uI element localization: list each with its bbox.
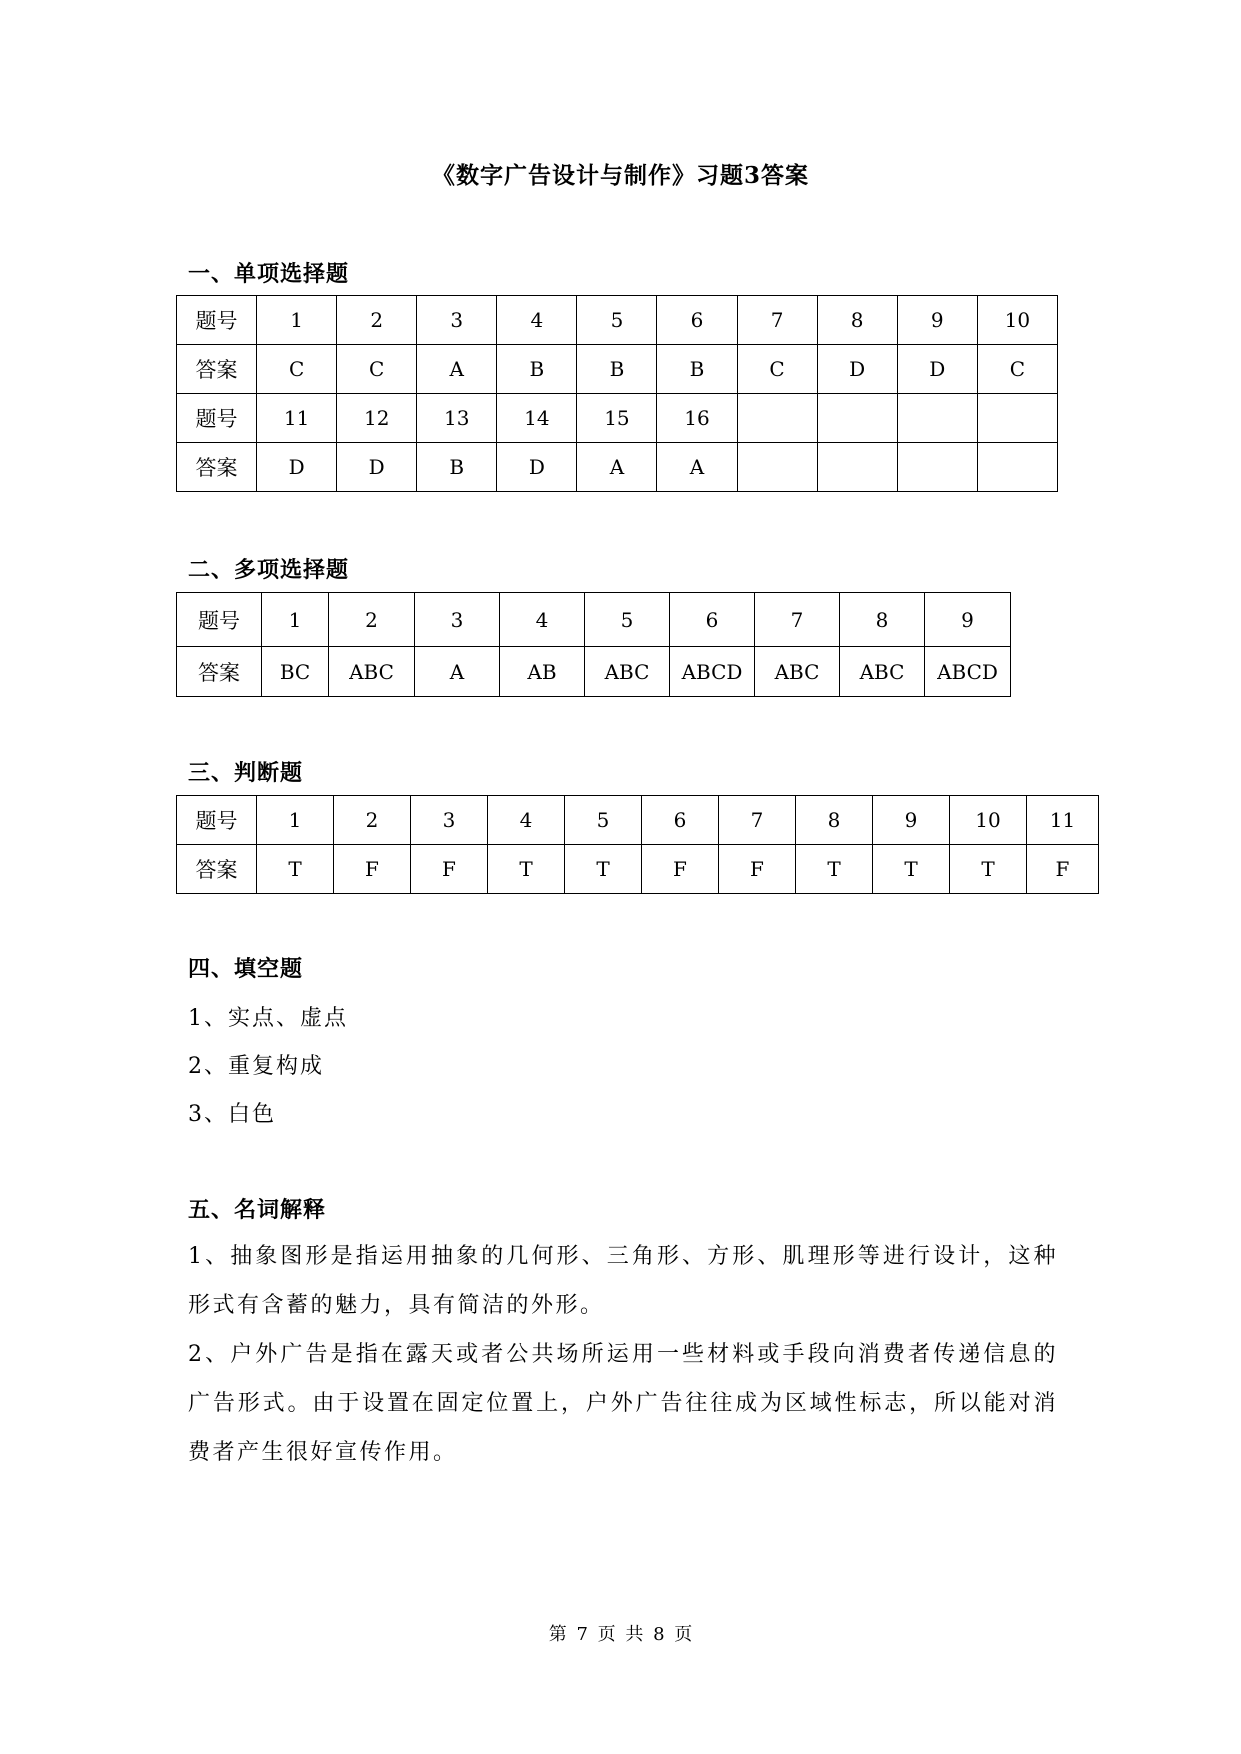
table-cell: 8 <box>840 593 925 647</box>
table-cell: ABC <box>585 647 670 697</box>
table-cell: 9 <box>925 593 1011 647</box>
row-label: 题号 <box>177 593 262 647</box>
row-label: 题号 <box>177 296 257 345</box>
table-cell: C <box>737 345 817 394</box>
fill-blank-answer: 2、重复构成 <box>188 1054 324 1079</box>
table-cell: 7 <box>755 593 840 647</box>
table-cell: D <box>257 443 337 492</box>
table-cell: C <box>337 345 417 394</box>
table-cell: 9 <box>897 296 977 345</box>
table-cell: 16 <box>657 394 737 443</box>
table-cell: BC <box>262 647 329 697</box>
table-cell <box>977 443 1057 492</box>
table-row <box>177 593 1011 647</box>
table-cell: 2 <box>337 296 417 345</box>
table-cell <box>737 443 817 492</box>
table-cell: D <box>897 345 977 394</box>
row-label: 答案 <box>177 647 262 697</box>
table-cell: F <box>411 845 488 894</box>
row-label: 答案 <box>177 345 257 394</box>
section-heading-multiple-choice: 二、多项选择题 <box>188 557 350 583</box>
table-cell: ABCD <box>925 647 1011 697</box>
table-cell: 7 <box>719 796 796 845</box>
table-cell: 6 <box>657 296 737 345</box>
table-cell: C <box>257 345 337 394</box>
table-cell <box>737 394 817 443</box>
table-cell: 14 <box>497 394 577 443</box>
table-cell: B <box>657 345 737 394</box>
table-row <box>177 845 1099 894</box>
table-cell: T <box>873 845 950 894</box>
table-cell: AB <box>500 647 585 697</box>
table-row <box>177 647 1011 697</box>
table-cell: 10 <box>977 296 1057 345</box>
table-cell: 6 <box>642 796 719 845</box>
single-choice-answer-table <box>176 295 1058 492</box>
table-cell: 15 <box>577 394 657 443</box>
table-cell: 4 <box>500 593 585 647</box>
table-cell <box>897 443 977 492</box>
table-cell <box>817 394 897 443</box>
table-cell: ABC <box>840 647 925 697</box>
table-cell: D <box>337 443 417 492</box>
table-cell: 5 <box>585 593 670 647</box>
page-footer: 第 7 页 共 8 页 <box>548 1624 693 1645</box>
term-definition: 1、抽象图形是指运用抽象的几何形、三角形、方形、肌理形等进行设计，这种形式有含蓄的魅力，具有简洁的外形。 <box>188 1244 1058 1318</box>
table-cell: 13 <box>417 394 497 443</box>
table-cell: T <box>565 845 642 894</box>
table-cell: 6 <box>670 593 755 647</box>
table-cell: 1 <box>257 296 337 345</box>
table-cell: T <box>488 845 565 894</box>
table-cell: D <box>497 443 577 492</box>
row-label: 题号 <box>177 394 257 443</box>
table-cell: A <box>417 345 497 394</box>
table-cell: 11 <box>1027 796 1099 845</box>
table-cell: 2 <box>329 593 415 647</box>
table-cell: A <box>657 443 737 492</box>
table-cell: 5 <box>565 796 642 845</box>
table-cell <box>977 394 1057 443</box>
row-label: 答案 <box>177 443 257 492</box>
table-cell: B <box>417 443 497 492</box>
table-cell: 12 <box>337 394 417 443</box>
table-cell: 4 <box>488 796 565 845</box>
table-cell: C <box>977 345 1057 394</box>
table-cell: A <box>415 647 500 697</box>
table-cell: 3 <box>415 593 500 647</box>
table-cell: F <box>334 845 411 894</box>
multiple-choice-answer-table <box>176 592 1011 697</box>
row-label: 题号 <box>177 796 257 845</box>
table-cell: F <box>642 845 719 894</box>
table-cell: T <box>796 845 873 894</box>
table-cell: 1 <box>262 593 329 647</box>
table-row <box>177 345 1058 394</box>
table-cell: D <box>817 345 897 394</box>
table-cell: 5 <box>577 296 657 345</box>
table-cell: 3 <box>411 796 488 845</box>
fill-blank-answer: 1、实点、虚点 <box>188 1006 348 1031</box>
table-cell: 9 <box>873 796 950 845</box>
table-cell: T <box>950 845 1027 894</box>
table-cell: 7 <box>737 296 817 345</box>
table-cell: T <box>257 845 334 894</box>
table-cell: B <box>577 345 657 394</box>
table-cell: ABC <box>329 647 415 697</box>
table-cell: 11 <box>257 394 337 443</box>
table-cell: ABCD <box>670 647 755 697</box>
document-title: 《数字广告设计与制作》习题3答案 <box>431 162 809 189</box>
table-cell: A <box>577 443 657 492</box>
true-false-answer-table <box>176 795 1099 894</box>
section-heading-fill-blank: 四、填空题 <box>188 956 304 982</box>
table-cell: 3 <box>417 296 497 345</box>
section-heading-true-false: 三、判断题 <box>188 760 304 786</box>
table-cell: 10 <box>950 796 1027 845</box>
fill-blank-answer: 3、白色 <box>188 1102 276 1127</box>
table-cell: 2 <box>334 796 411 845</box>
table-cell: 1 <box>257 796 334 845</box>
table-row <box>177 394 1058 443</box>
table-row <box>177 443 1058 492</box>
table-row <box>177 796 1099 845</box>
table-cell <box>817 443 897 492</box>
table-cell: F <box>1027 845 1099 894</box>
row-label: 答案 <box>177 845 257 894</box>
section-heading-term-definitions: 五、名词解释 <box>188 1197 327 1223</box>
table-cell: 8 <box>796 796 873 845</box>
section-heading-single-choice: 一、单项选择题 <box>188 261 350 287</box>
table-row <box>177 296 1058 345</box>
table-cell: 8 <box>817 296 897 345</box>
table-cell: F <box>719 845 796 894</box>
table-cell: B <box>497 345 577 394</box>
table-cell: 4 <box>497 296 577 345</box>
table-cell: ABC <box>755 647 840 697</box>
term-definition: 2、户外广告是指在露天或者公共场所运用一些材料或手段向消费者传递信息的广告形式。由于设置在固定位置上，户外广告往往成为区域性标志，所以能对消费者产生很好宣传作用。 <box>188 1342 1058 1465</box>
table-cell <box>897 394 977 443</box>
